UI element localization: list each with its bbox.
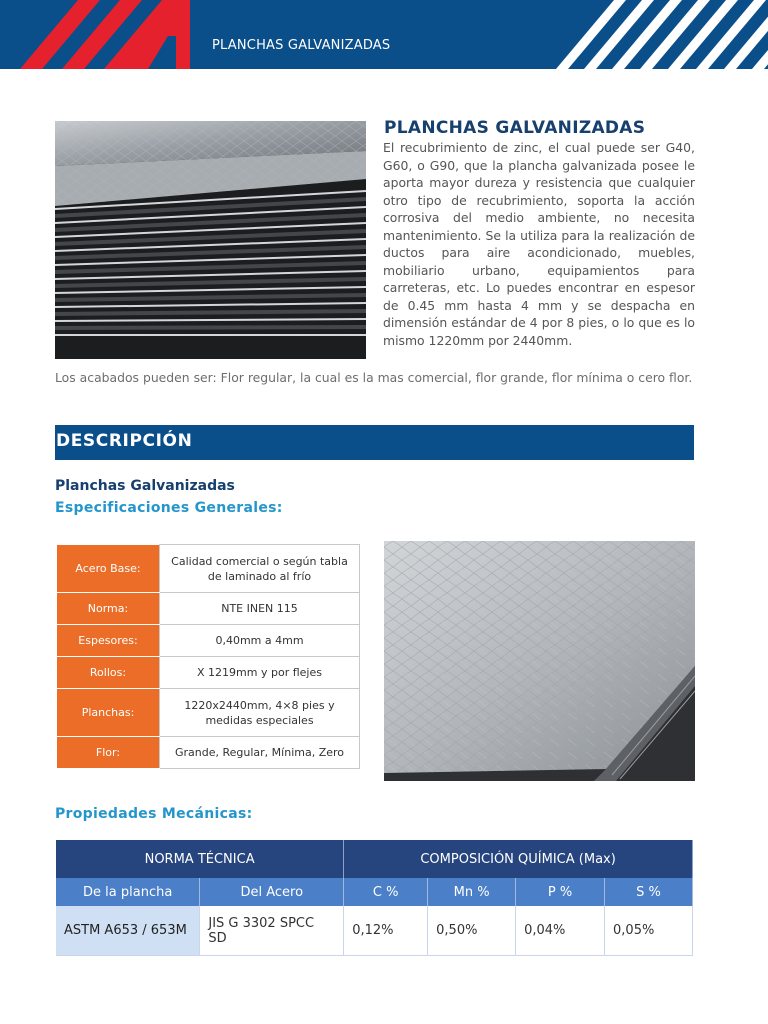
page-header xyxy=(0,0,768,69)
product-subtitle: Planchas Galvanizadas xyxy=(55,478,235,494)
intro-paragraph: El recubrimiento de zinc, el cual puede ser G40, G60, o G90, que la plancha galvanizada posee le aporta mayor dureza y resistencia que cualquier otro tipo de recubrimiento, soporta la acción corrosiva del medio ambiente, no necesita mantenimiento. Se la utiliza para la realización de ductos para aire acondicionado, muebles, mobiliario urbano, equipamientos para carreteras, etc. Lo puedes encontrar en espesor de 0.45 mm hasta 4 mm y se despacha en dimensión estándar de 4 por 8 pies, o lo que es lo mismo 1220mm por 2440mm. xyxy=(383,140,695,348)
spec-label: Planchas: xyxy=(57,689,160,737)
intro-title: PLANCHAS GALVANIZADAS xyxy=(384,118,646,138)
specs-row xyxy=(57,625,360,657)
spec-value: 1220x2440mm, 4×8 pies y medidas especiales xyxy=(160,689,360,737)
spec-label: Rollos: xyxy=(57,657,160,689)
table-group-header-row xyxy=(56,840,693,878)
specs-row xyxy=(57,737,360,769)
table-header-row xyxy=(56,878,693,906)
group-header-norma: NORMA TÉCNICA xyxy=(56,840,344,878)
spec-value: NTE INEN 115 xyxy=(160,593,360,625)
section-title: DESCRIPCIÓN xyxy=(56,431,193,451)
spec-value: Grande, Regular, Mínima, Zero xyxy=(160,737,360,769)
specs-row xyxy=(57,689,360,737)
spec-value: X 1219mm y por flejes xyxy=(160,657,360,689)
brand-logo-stripes xyxy=(0,0,768,69)
table-row xyxy=(56,906,693,956)
specs-row xyxy=(57,545,360,593)
mechanical-heading: Propiedades Mecánicas: xyxy=(55,806,253,822)
column-header: S % xyxy=(605,878,693,906)
mechanical-table xyxy=(56,840,693,956)
group-header-composicion: COMPOSICIÓN QUÍMICA (Max) xyxy=(344,840,693,878)
spec-label: Flor: xyxy=(57,737,160,769)
table-cell: 0,12% xyxy=(344,906,428,956)
galvanized-sheet-closeup-photo xyxy=(384,541,695,781)
table-cell: JIS G 3302 SPCC SD xyxy=(200,906,344,956)
table-cell: ASTM A653 / 653M xyxy=(56,906,200,956)
table-cell: 0,04% xyxy=(516,906,605,956)
specs-row xyxy=(57,593,360,625)
column-header: P % xyxy=(516,878,605,906)
column-header: C % xyxy=(344,878,428,906)
finishes-paragraph: Los acabados pueden ser: Flor regular, la cual es la mas comercial, flor grande, flor mínima o cero flor. xyxy=(55,370,693,385)
table-cell: 0,05% xyxy=(605,906,693,956)
specs-table xyxy=(56,544,360,769)
column-header: De la plancha xyxy=(56,878,200,906)
spec-label: Norma: xyxy=(57,593,160,625)
specs-row xyxy=(57,657,360,689)
column-header: Mn % xyxy=(428,878,516,906)
specs-heading: Especificaciones Generales: xyxy=(55,500,283,516)
header-title: PLANCHAS GALVANIZADAS xyxy=(212,38,391,53)
galvanized-sheet-stack-photo xyxy=(55,121,366,359)
spec-label: Acero Base: xyxy=(57,545,160,593)
spec-value: 0,40mm a 4mm xyxy=(160,625,360,657)
spec-value: Calidad comercial o según tabla de laminado al frío xyxy=(160,545,360,593)
column-header: Del Acero xyxy=(200,878,344,906)
table-cell: 0,50% xyxy=(428,906,516,956)
spec-label: Espesores: xyxy=(57,625,160,657)
